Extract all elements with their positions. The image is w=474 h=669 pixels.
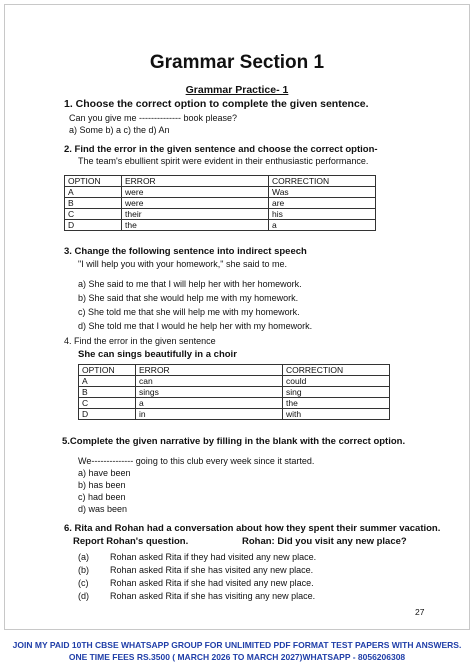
table-row [65,198,376,209]
question-3-option-c: c) She told me that she will help me with my homework. [78,307,300,317]
table-header: CORRECTION [269,176,376,187]
table-cell: with [283,409,390,420]
table-header: OPTION [65,176,122,187]
question-6-instruction: Report Rohan's question. [73,536,189,547]
table-header: OPTION [79,365,136,376]
table-header: ERROR [136,365,283,376]
table-header-row [79,365,390,376]
table-row [65,187,376,198]
footer-line-1: JOIN MY PAID 10TH CBSE WHATSAPP GROUP FOR UNLIMITED PDF FORMAT TEST PAPERS WITH ANSWERS. [12,640,462,650]
question-6-option-a-text: Rohan asked Rita if they had visited any new place. [110,552,317,562]
table-header: CORRECTION [283,365,390,376]
question-6-option-b-letter: (b) [78,565,89,575]
table-cell: the [283,398,390,409]
question-5: 5.Complete the given narrative by filling in the blank with the correct option. [62,436,406,447]
question-4-table [78,364,390,420]
table-cell: C [65,209,122,220]
question-3-option-b: b) She said that she would help me with my homework. [78,293,299,303]
table-cell: were [122,187,269,198]
question-1: 1. Choose the correct option to complete the given sentence. [64,98,369,110]
question-6-option-c-letter: (c) [78,578,89,588]
table-cell: their [122,209,269,220]
question-2-table [64,175,376,231]
question-6-option-d-text: Rohan asked Rita if she has visiting any new place. [110,591,316,601]
question-6-option-a-letter: (a) [78,552,89,562]
table-cell: can [136,376,283,387]
table-cell: sing [283,387,390,398]
table-cell: Was [269,187,376,198]
table-row [79,398,390,409]
question-4-sentence: She can sings beautifully in a choir [78,349,237,360]
question-2-sentence: The team's ebullient spirit were evident in their enthusiastic performance. [78,156,369,166]
table-cell: B [79,387,136,398]
question-6-option-d-letter: (d) [78,591,89,601]
question-5-option-a: a) have been [78,468,131,478]
question-1-options: a) Some b) a c) the d) An [69,125,170,135]
table-cell: are [269,198,376,209]
table-row [79,409,390,420]
question-3-option-a: a) She said to me that I will help her with her homework. [78,279,302,289]
question-6-option-b-text: Rohan asked Rita if she has visited any new place. [110,565,314,575]
question-4: 4. Find the error in the given sentence [64,336,216,346]
page-number: 27 [415,607,425,617]
question-5-sentence: We-------------- going to this club every week since it started. [78,456,315,466]
table-row [65,220,376,231]
table-cell: B [65,198,122,209]
table-cell: the [122,220,269,231]
table-row [65,209,376,220]
table-row [79,376,390,387]
question-3-option-d: d) She told me that I would he help her with my homework. [78,321,313,331]
table-cell: D [65,220,122,231]
table-row [79,387,390,398]
question-6: 6. Rita and Rohan had a conversation about how they spent their summer vacation. [64,523,441,534]
question-1-sentence: Can you give me -------------- book please? [69,113,238,123]
page-title: Grammar Section 1 [149,52,325,73]
table-cell: were [122,198,269,209]
footer-line-2: ONE TIME FEES RS.3500 ( MARCH 2026 TO MARCH 2027)WHATSAPP - 8056206308 [68,652,406,662]
table-cell: sings [136,387,283,398]
question-2: 2. Find the error in the given sentence and choose the correct option- [64,144,378,155]
table-cell: D [79,409,136,420]
table-cell: A [79,376,136,387]
question-6-dialogue: Rohan: Did you visit any new place? [242,536,407,547]
table-cell: his [269,209,376,220]
question-5-option-b: b) has been [78,480,126,490]
table-header: ERROR [122,176,269,187]
question-6-option-c-text: Rohan asked Rita if she had visited any new place. [110,578,314,588]
question-3: 3. Change the following sentence into indirect speech [64,246,307,257]
table-cell: a [136,398,283,409]
question-3-sentence: "I will help you with your homework," she said to me. [78,259,287,269]
table-cell: A [65,187,122,198]
table-cell: C [79,398,136,409]
table-cell: could [283,376,390,387]
table-cell: a [269,220,376,231]
question-5-option-c: c) had been [78,492,126,502]
table-cell: in [136,409,283,420]
table-header-row [65,176,376,187]
question-5-option-d: d) was been [78,504,128,514]
page-subtitle: Grammar Practice- 1 [185,84,289,96]
